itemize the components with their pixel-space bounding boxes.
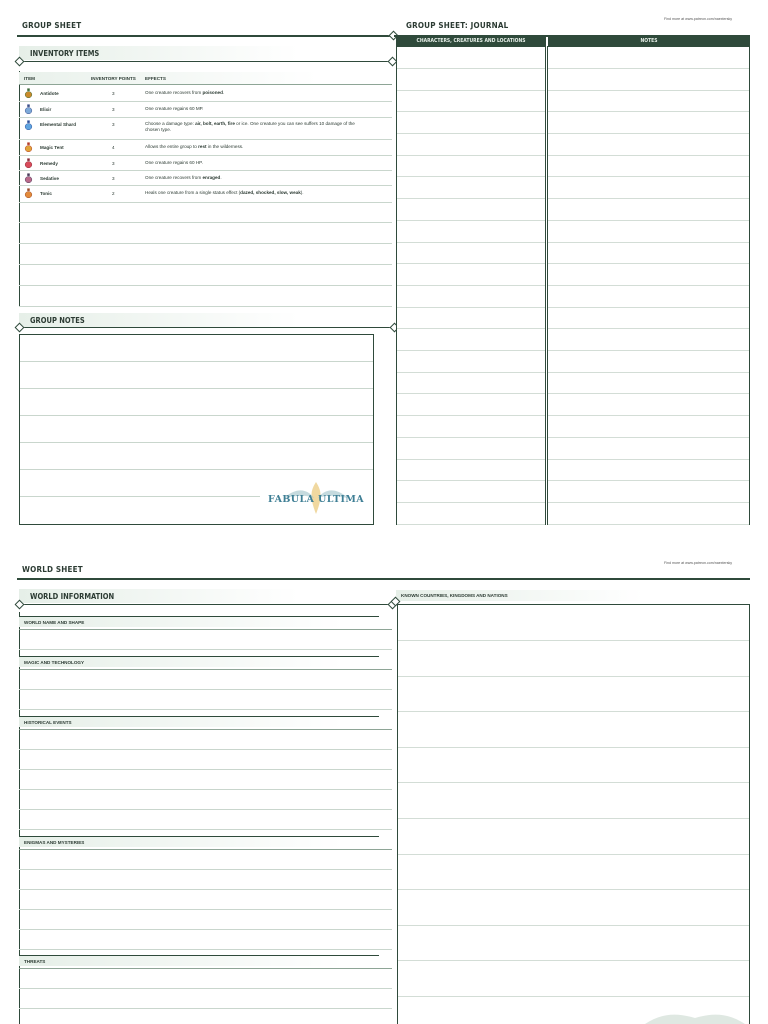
journal-line [397,437,545,438]
inventory-row [19,186,392,203]
item-effect-keyword: enraged [202,175,221,180]
group-sheet-rule [17,35,394,37]
group-notes-rule [19,327,392,328]
journal-col-notes: NOTES [548,36,750,46]
journal-line [397,415,545,416]
item-effect-text: in the wilderness. [206,144,244,149]
group-notes-heading: GROUP NOTES [19,313,392,327]
inventory-row [19,156,392,171]
known-countries-line [398,925,749,926]
item-inventory-points: 3 [112,91,115,96]
journal-line [397,133,545,134]
item-effect-text: One creature recovers from [145,90,203,95]
known-countries-line [398,676,749,677]
inventory-row [19,86,392,102]
item-effect-text: . [222,90,225,95]
known-countries-box[interactable] [397,604,750,1024]
field-historical-events: HISTORICAL EVENTS [19,716,379,727]
field-line [19,629,392,630]
item-effect-text: One creature regains 60 MP. [145,106,204,111]
journal-line [397,350,545,351]
known-countries-line [398,711,749,712]
tonic-icon [24,188,33,198]
tent-icon [24,142,33,152]
known-countries-line [398,818,749,819]
field-line [19,749,392,750]
field-line [19,689,392,690]
journal-line [397,459,545,460]
item-effect [145,121,370,133]
potion-icon [24,88,33,98]
item-name: Elemental Shard [40,122,76,127]
journal-line [548,176,749,177]
ornament-icon [640,1010,750,1024]
field-enigmas-mysteries: ENIGMAS AND MYSTERIES [19,836,379,847]
col-effects: EFFECTS [145,76,166,81]
field-line [19,829,392,830]
known-countries-line [398,854,749,855]
notes-line [20,388,373,389]
journal-line [548,68,749,69]
field-line [19,1008,392,1009]
blank-row-line [19,264,392,265]
item-effect-text: Choose a damage type: [145,121,196,126]
field-line [19,869,392,870]
field-line [19,729,392,730]
journal-line [548,90,749,91]
world-sheet-title: WORLD SHEET [22,565,83,574]
item-name: Remedy [40,161,58,166]
blank-row-line [19,222,392,223]
known-countries-line [398,640,749,641]
item-name: Antidote [40,91,59,96]
item-name: Tonic [40,191,52,196]
notes-line [20,361,373,362]
known-countries-line [398,996,749,997]
journal-line [548,155,749,156]
logo-text: FABULA ULTIMA [267,494,365,505]
field-line [19,769,392,770]
journal-line [397,285,545,286]
inventory-table-header [19,72,392,85]
item-effect [145,106,370,112]
journal-line [397,176,545,177]
field-line [19,909,392,910]
item-effect-text: . [220,175,222,180]
world-sheet-rule [17,578,750,580]
known-countries-line [398,889,749,890]
journal-line [548,307,749,308]
field-line [19,809,392,810]
world-info-heading: WORLD INFORMATION [19,589,392,603]
journal-line [548,415,749,416]
item-inventory-points: 2 [112,191,115,196]
item-name: Magic Tent [40,145,64,150]
journal-find-more: Find more at www.patreon.com/naextersky [664,17,733,21]
journal-line [397,307,545,308]
item-effect-text: ). [300,190,304,195]
journal-line [397,68,545,69]
journal-line [397,198,545,199]
shard-icon [24,120,33,130]
item-name: Elixir [40,107,52,112]
journal-line [397,372,545,373]
item-effect-keyword: air, bolt, earth, fire [195,121,235,126]
blank-row-line [19,285,392,286]
journal-line [397,90,545,91]
blank-row-line [19,306,392,307]
journal-line [397,111,545,112]
sedative-icon [24,173,33,183]
item-effect-keyword: rest [198,144,207,149]
item-name: Sedative [40,176,59,181]
item-inventory-points: 4 [112,145,115,150]
field-line [19,929,392,930]
item-effect [145,175,370,181]
field-line [19,849,392,850]
world-find-more: Find more at www.patreon.com/naextersky [664,561,733,565]
journal-line [548,393,749,394]
journal-line [548,350,749,351]
item-effect-keyword: poisoned [202,90,223,95]
fabula-ultima-logo [264,480,368,516]
known-countries-line [398,782,749,783]
journal-line [548,220,749,221]
known-countries-line [398,960,749,961]
known-countries-heading: KNOWN COUNTRIES, KINGDOMS AND NATIONS [396,590,750,601]
item-effect-text: One creature regains 60 HP. [145,160,203,165]
known-countries-line [398,747,749,748]
field-line [19,889,392,890]
field-line [19,789,392,790]
journal-line [397,480,545,481]
journal-line [548,133,749,134]
journal-line [397,263,545,264]
item-effect [145,144,370,150]
journal-line [548,372,749,373]
inventory-heading-rule [19,61,392,62]
inventory-row [19,171,392,186]
journal-line [397,328,545,329]
field-line [19,649,392,650]
journal-line [548,524,749,525]
field-world-name: WORLD NAME AND SHAPE [19,616,379,627]
group-sheet-title: GROUP SHEET [22,21,82,30]
journal-line [397,220,545,221]
journal-title: GROUP SHEET: JOURNAL [406,21,509,30]
item-effect-keyword: dazed, shocked, slow, weak [240,190,301,195]
journal-line [397,242,545,243]
blank-row-line [19,243,392,244]
journal-line [548,285,749,286]
item-effect-text: Allows the entire group to [145,144,199,149]
inventory-row [19,118,392,140]
journal-line [548,242,749,243]
field-line [19,709,392,710]
item-inventory-points: 3 [112,122,115,127]
field-line [19,949,392,950]
field-line [19,968,392,969]
notes-line [20,415,373,416]
inventory-row [19,140,392,156]
field-magic-technology: MAGIC AND TECHNOLOGY [19,656,379,667]
journal-line [397,502,545,503]
item-inventory-points: 3 [112,176,115,181]
inventory-heading: INVENTORY ITEMS [19,46,392,60]
field-line [19,988,392,989]
elixir-icon [24,104,33,114]
item-inventory-points: 3 [112,161,115,166]
notes-line [20,469,373,470]
journal-line [397,524,545,525]
journal-line [548,263,749,264]
field-line [19,669,392,670]
journal-line [548,480,749,481]
notes-line [20,496,260,497]
col-item: ITEM [24,76,35,81]
col-inventory-points: INVENTORY POINTS [91,76,136,81]
item-effect-text: One creature recovers from [145,175,203,180]
notes-line [20,442,373,443]
journal-col-characters: CHARACTERS, CREATURES AND LOCATIONS [396,36,546,46]
field-threats: THREATS [19,955,379,966]
remedy-icon [24,158,33,168]
item-effect [145,160,370,166]
item-inventory-points: 3 [112,107,115,112]
journal-line [548,111,749,112]
item-effect-text: Heals one creature from a single status effect ( [145,190,241,195]
journal-line [397,393,545,394]
journal-line [548,198,749,199]
journal-line [548,328,749,329]
item-effect [145,90,370,96]
item-effect-text: or ice. One creature you can see suffers 10 damage of the chosen type. [145,121,355,132]
inventory-row [19,102,392,118]
item-effect [145,190,370,196]
journal-line [548,437,749,438]
journal-line [548,459,749,460]
journal-line [548,502,749,503]
journal-line [397,155,545,156]
world-info-rule [19,604,392,605]
